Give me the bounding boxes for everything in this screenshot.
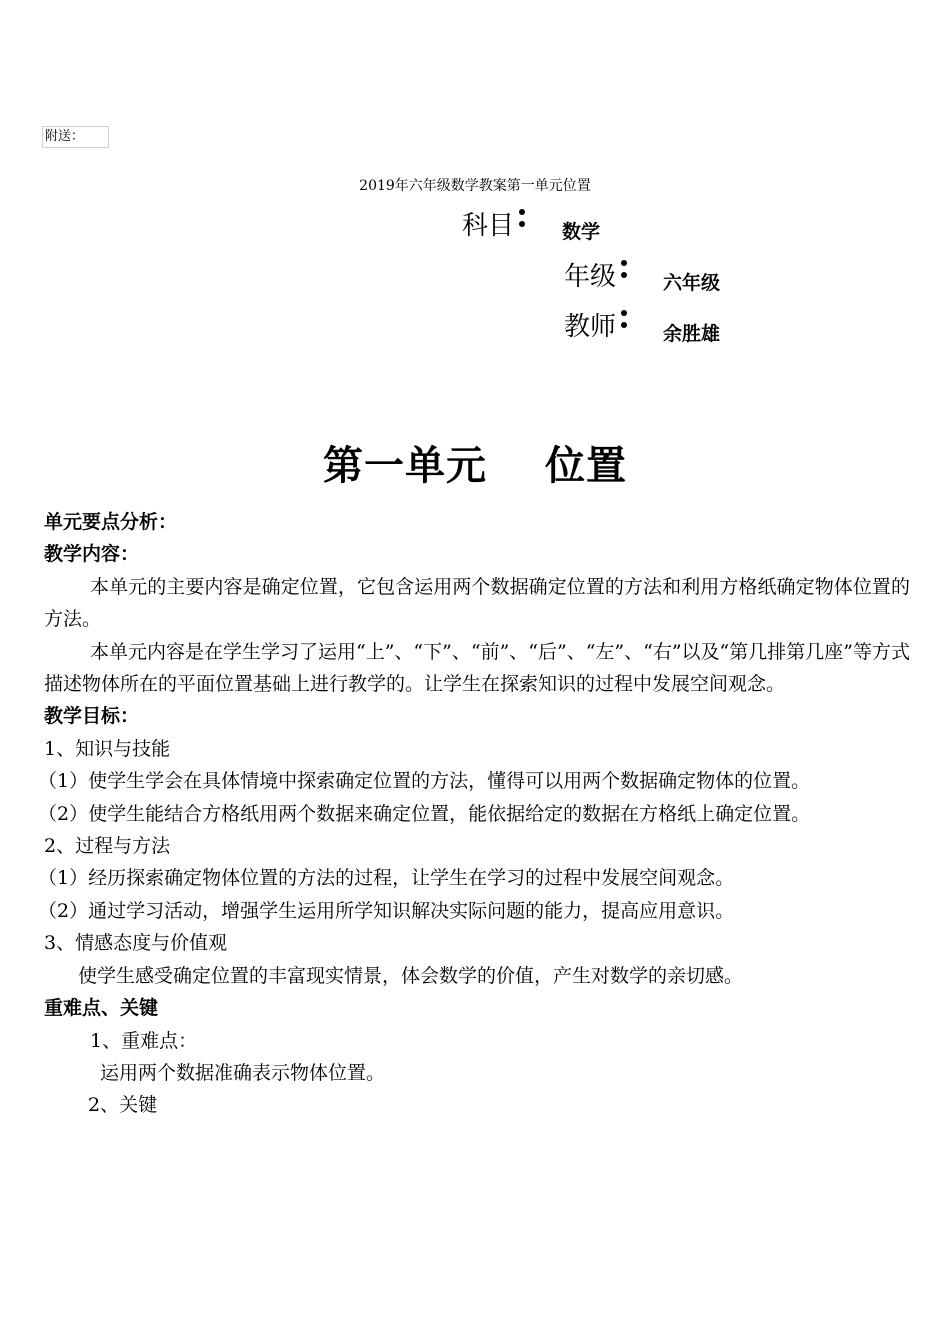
colon-icon <box>621 308 629 334</box>
content-heading: 教学内容： <box>44 543 140 566</box>
colon-icon <box>519 207 527 233</box>
grade-label: 年级 <box>564 262 617 292</box>
content-paragraph-2: 本单元内容是在学生学习了运用“上”、“下”、“前”、“后”、“左”、“右”以及“第几排第几座”等方式描述物体所在的平面位置基础上进行教学的。让学生在探索知识的过程中发展空间观念。 <box>44 640 910 696</box>
goal-2-item-2: （2）通过学习活动，增强学生运用所学知识解决实际问题的能力，提高应用意识。 <box>38 899 735 922</box>
colon-icon <box>621 258 629 284</box>
goal-2-title: 2、过程与方法 <box>44 835 171 858</box>
key-2-title: 2、关键 <box>88 1094 158 1117</box>
key-1-title: 1、重难点： <box>90 1029 198 1052</box>
lesson-body <box>38 506 910 1122</box>
goal-3-text: 使学生感受确定位置的丰富现实情景，体会数学的价值，产生对数学的亲切感。 <box>78 964 744 987</box>
goal-1-item-1: （1）使学生学会在具体情境中探索确定位置的方法，懂得可以用两个数据确定物体的位置。 <box>38 770 811 793</box>
unit-title <box>0 434 950 491</box>
key-heading: 重难点、关键 <box>44 997 159 1020</box>
teacher-label: 教师 <box>564 312 617 342</box>
key-1-text: 运用两个数据准确表示物体位置。 <box>100 1061 386 1084</box>
goals-heading: 教学目标： <box>44 705 140 728</box>
subject-value: 数学 <box>562 221 601 243</box>
content-paragraph-1: 本单元的主要内容是确定位置，它包含运用两个数据确定位置的方法和利用方格纸确定物体位置的方法。 <box>44 575 910 631</box>
grade-row <box>564 256 629 293</box>
goal-1-title: 1、知识与技能 <box>44 737 171 760</box>
grade-value: 六年级 <box>663 272 721 294</box>
analysis-heading: 单元要点分析： <box>44 511 178 533</box>
appendix-label: 附送： <box>42 126 109 148</box>
subject-label: 科目 <box>462 211 515 241</box>
unit-title-topic: 位置 <box>545 442 627 489</box>
unit-title-number: 第一单元 <box>323 442 487 489</box>
teacher-row <box>564 306 629 343</box>
teacher-value: 余胜雄 <box>663 323 721 345</box>
subject-row <box>462 205 527 242</box>
document-title: 2019年六年级数学教案第一单元位置 <box>359 178 591 194</box>
goal-3-title: 3、情感态度与价值观 <box>44 932 228 955</box>
goal-1-item-2: （2）使学生能结合方格纸用两个数据来确定位置，能依据给定的数据在方格纸上确定位置。 <box>38 802 811 825</box>
goal-2-item-1: （1）经历探索确定物体位置的方法的过程，让学生在学习的过程中发展空间观念。 <box>38 867 735 890</box>
